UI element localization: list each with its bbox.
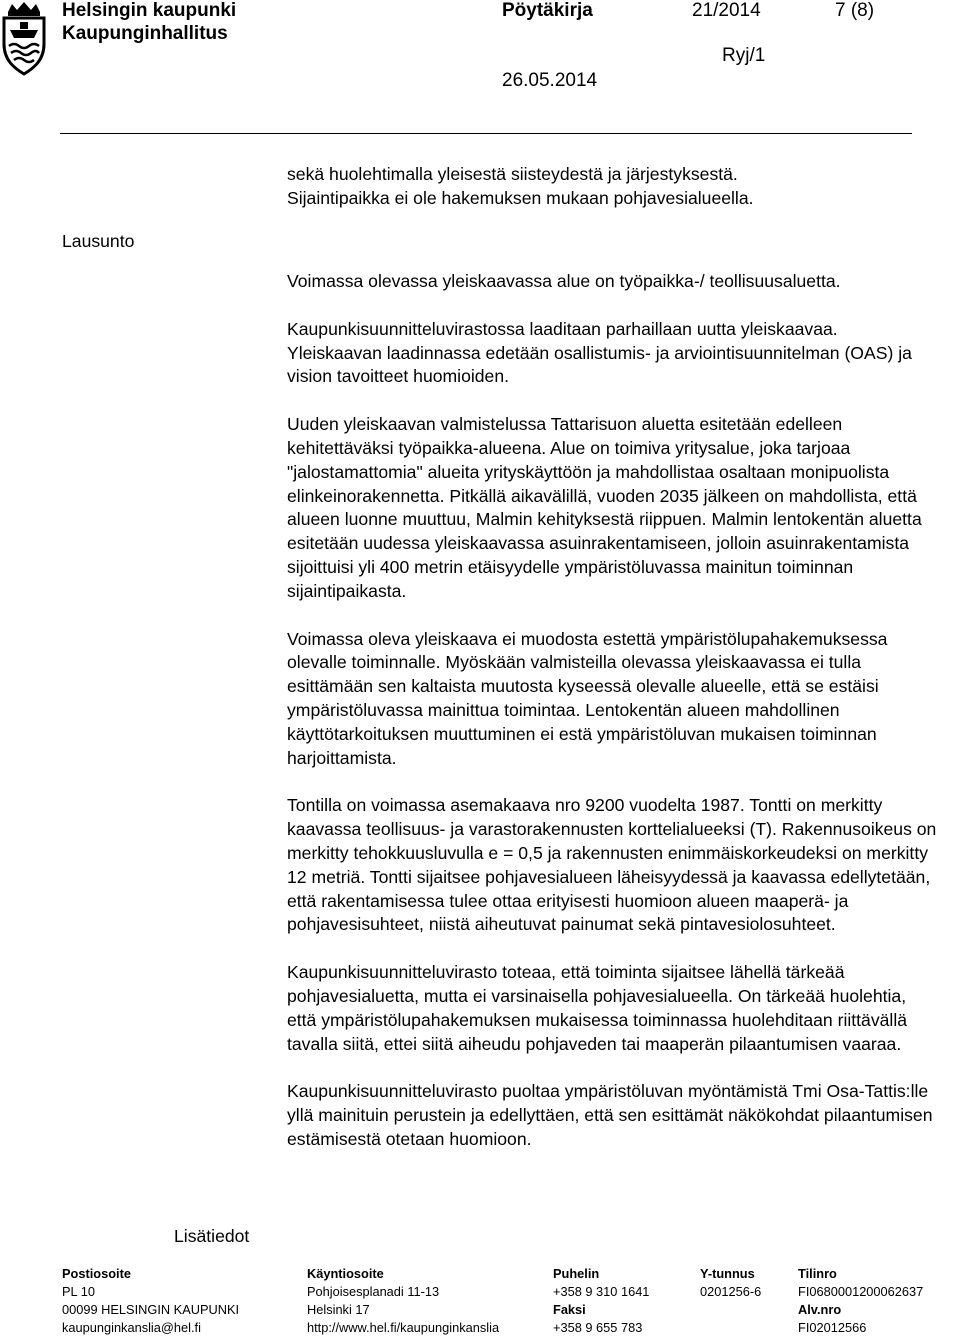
footer-value: Helsinki 17 (307, 1302, 370, 1317)
statement-body (287, 270, 937, 1176)
paragraph: Voimassa olevassa yleiskaavassa alue on työpaikka-/ teollisuusaluetta. (287, 271, 841, 291)
footer-value: 00099 HELSINGIN KAUPUNKI (62, 1302, 240, 1317)
footer-value: +358 9 655 783 (553, 1320, 643, 1335)
paragraph: Voimassa oleva yleiskaava ei muodosta estettä ympäristölupahakemuksessa olevalle toiminnalle. Myöskään valmisteilla olevassa yleiskaavassa ei tulla esittämään sen kaltaista muutosta kyseessä olevalle alueelle, että se estäisi ympäristöluvassa mainittua toimintaa. Lentokentän alueen mahdollinen käyttötarkoituksen muuttuminen ei estä ympäristöluvan mukaisen toiminnan harjoittamista. (287, 628, 888, 768)
section-code: Ryj/1 (722, 45, 766, 66)
additional-info-label: Lisätiedot (174, 1226, 250, 1246)
footer-heading: Käyntiosoite (307, 1266, 384, 1281)
page-number: 7 (8) (835, 0, 875, 21)
footer-heading: Postiosoite (62, 1266, 131, 1281)
document-type: Pöytäkirja (502, 0, 593, 21)
organization-name: Helsingin kaupunki (62, 0, 237, 21)
footer-heading: Puhelin (553, 1266, 600, 1281)
footer-visiting-address (307, 1265, 499, 1337)
statement-label: Lausunto (62, 231, 135, 251)
helsinki-coat-of-arms-icon (0, 0, 48, 76)
meeting-date: 26.05.2014 (502, 70, 598, 91)
footer-website-link[interactable]: http://www.hel.fi/kaupunginkanslia (307, 1320, 500, 1335)
footer-account (798, 1265, 923, 1337)
footer-email-link[interactable]: kaupunginkanslia@hel.fi (62, 1320, 201, 1335)
footer-value: 0201256-6 (700, 1284, 762, 1299)
footer-postal-address (62, 1265, 239, 1337)
header-divider (60, 133, 912, 134)
paragraph: Kaupunkisuunnitteluvirasto toteaa, että toiminta sijaitsee lähellä tärkeää pohjavesialuetta, mutta ei varsinaisella pohjavesialueella. On tärkeää huolehtia, että ympäristölupahakemuksen mukaisessa toiminnassa huolehditaan riittävällä tavalla siitä, ettei siitä aiheudu pohjaveden tai maaperän pilaantumisen vaaraa. (287, 962, 908, 1054)
footer-heading: Alv.nro (798, 1302, 842, 1317)
footer-value: FI02012566 (798, 1320, 867, 1335)
footer-value: +358 9 310 1641 (553, 1284, 650, 1299)
footer-heading: Tilinro (798, 1266, 837, 1281)
footer-value: FI0680001200062637 (798, 1284, 924, 1299)
governing-body: Kaupunginhallitus (62, 23, 228, 44)
document-number: 21/2014 (692, 0, 761, 21)
paragraph: Tontilla on voimassa asemakaava nro 9200 vuodelta 1987. Tontti on merkitty kaavassa teollisuus- ja varastorakennusten korttelialueeksi (T). Rakennusoikeus on merkitty tehokkuusluvulla e = 0,5 ja rakennusten enimmäiskorkeudeksi on merkitty 12 metriä. Tontti sijaitsee pohjavesialueen läheisyydessä ja kaavassa edellytetään, että rakentamisessa tulee ottaa erityisesti huomioon alueen maaperä- ja pohjavesisuhteet, niistä aiheutuvat painumat sekä pintavesiolosuhteet. (287, 795, 937, 935)
paragraph: Kaupunkisuunnitteluvirastossa laaditaan parhaillaan uutta yleiskaavaa. Yleiskaavan laadinnassa edetään osallistumis- ja arviointisuunnitelman (OAS) ja vision tavoitteet huomioiden. (287, 318, 912, 387)
paragraph: Uuden yleiskaavan valmistelussa Tattarisuon aluetta esitetään edelleen kehitettäväksi työpaikka-alueena. Alue on toimiva yritysalue, joka tarjoaa "jalostamattomia" alueita yrityskäyttöön ja mahdollistaa osaltaan monipuolista elinkeinorakennetta. Pitkällä aikavälillä, vuoden 2035 jälkeen on mahdollista, että alueen luonne muuttuu, Malmin kehityksestä riippuen. Malmin lentokentän aluetta esitetään uudessa yleiskaavassa asuinrakentamiseen, jolloin asuinrakentamista sijoittuisi yli 400 metrin etäisyydelle ympäristöluvassa mainitun toiminnan sijaintipaikasta. (287, 414, 922, 601)
intro-text (287, 163, 937, 211)
footer-heading: Y-tunnus (700, 1266, 755, 1281)
intro-line: sekä huolehtimalla yleisestä siisteydestä ja järjestyksestä. (287, 164, 738, 184)
paragraph: Kaupunkisuunnitteluvirasto puoltaa ympäristöluvan myöntämistä Tmi Osa-Tattis:lle yllä mainituin perustein ja edellyttäen, että sen esittämät näkökohdat pilaantumisen estämisestä otetaan huomioon. (287, 1081, 933, 1149)
footer-value: PL 10 (62, 1284, 95, 1299)
footer-heading: Faksi (553, 1302, 586, 1317)
footer-phone (553, 1265, 649, 1337)
footer-business-id (700, 1265, 761, 1301)
intro-line: Sijaintipaikka ei ole hakemuksen mukaan pohjavesialueella. (287, 187, 754, 208)
footer-value: Pohjoisesplanadi 11-13 (307, 1284, 440, 1299)
